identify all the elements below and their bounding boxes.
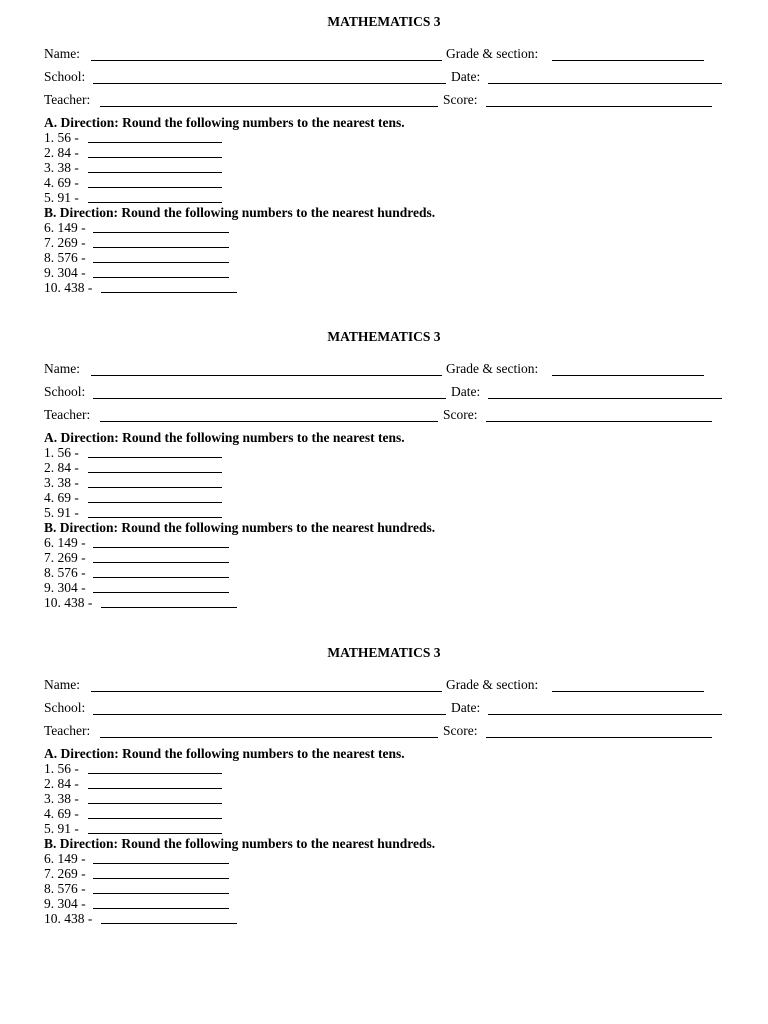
- tens-item[interactable]: [44, 761, 222, 776]
- tens-item[interactable]: [44, 445, 222, 460]
- grade-section-field[interactable]: [446, 677, 704, 693]
- date-field[interactable]: [451, 69, 722, 85]
- worksheet-copy-3: [44, 645, 724, 945]
- tens-item[interactable]: [44, 475, 222, 490]
- worksheet-copy-1: [44, 14, 724, 314]
- direction-a: A. Direction: Round the following numbers to the nearest tens.: [44, 746, 405, 761]
- school-blank[interactable]: [93, 83, 446, 84]
- tens-item[interactable]: [44, 505, 222, 520]
- score-field[interactable]: [443, 723, 712, 739]
- date-field[interactable]: [451, 384, 722, 400]
- item-label: 5. 91 -: [44, 821, 79, 836]
- hundreds-item[interactable]: [44, 265, 229, 280]
- item-label: 10. 438 -: [44, 911, 93, 926]
- teacher-label: Teacher:: [44, 92, 91, 107]
- hundreds-item[interactable]: [44, 851, 229, 866]
- answer-blank[interactable]: [101, 607, 237, 608]
- school-blank[interactable]: [93, 398, 446, 399]
- hundreds-item[interactable]: [44, 580, 229, 595]
- hundreds-item[interactable]: [44, 881, 229, 896]
- answer-blank[interactable]: [88, 517, 222, 518]
- item-label: 8. 576 -: [44, 881, 86, 896]
- name-blank[interactable]: [91, 691, 442, 692]
- worksheet-title: MATHEMATICS 3: [327, 14, 441, 29]
- answer-blank[interactable]: [88, 487, 222, 488]
- teacher-field[interactable]: [44, 92, 438, 108]
- item-label: 10. 438 -: [44, 595, 93, 610]
- school-label: School:: [44, 700, 86, 715]
- item-label: 8. 576 -: [44, 250, 86, 265]
- answer-blank[interactable]: [88, 502, 222, 503]
- score-label: Score:: [443, 723, 478, 738]
- teacher-label: Teacher:: [44, 723, 91, 738]
- school-date-row: [44, 700, 724, 718]
- item-label: 8. 576 -: [44, 565, 86, 580]
- name-blank[interactable]: [91, 60, 442, 61]
- tens-item[interactable]: [44, 175, 222, 190]
- grade-section-field[interactable]: [446, 46, 704, 62]
- date-label: Date:: [451, 700, 481, 715]
- worksheet-copy-2: [44, 329, 724, 629]
- hundreds-item[interactable]: [44, 911, 237, 926]
- school-field[interactable]: [44, 384, 446, 400]
- name-grade-row: [44, 677, 724, 695]
- name-label: Name:: [44, 361, 80, 376]
- item-label: 6. 149 -: [44, 851, 86, 866]
- answer-blank[interactable]: [88, 202, 222, 203]
- item-label: 7. 269 -: [44, 235, 86, 250]
- teacher-blank[interactable]: [100, 421, 438, 422]
- hundreds-item[interactable]: [44, 896, 229, 911]
- item-label: 7. 269 -: [44, 866, 86, 881]
- name-label: Name:: [44, 677, 80, 692]
- item-label: 4. 69 -: [44, 490, 79, 505]
- hundreds-item[interactable]: [44, 535, 229, 550]
- direction-b: B. Direction: Round the following numbers to the nearest hundreds.: [44, 520, 436, 535]
- name-grade-row: [44, 46, 724, 64]
- name-blank[interactable]: [91, 375, 442, 376]
- teacher-field[interactable]: [44, 723, 438, 739]
- item-label: 1. 56 -: [44, 761, 79, 776]
- teacher-score-row: [44, 92, 724, 110]
- hundreds-item[interactable]: [44, 866, 229, 881]
- hundreds-item[interactable]: [44, 220, 229, 235]
- answer-blank[interactable]: [93, 262, 229, 263]
- item-label: 7. 269 -: [44, 550, 86, 565]
- item-label: 1. 56 -: [44, 445, 79, 460]
- school-label: School:: [44, 384, 86, 399]
- worksheet-title: MATHEMATICS 3: [327, 329, 441, 344]
- answer-blank[interactable]: [88, 457, 222, 458]
- teacher-blank[interactable]: [100, 106, 438, 107]
- score-blank[interactable]: [486, 421, 712, 422]
- tens-item[interactable]: [44, 791, 222, 806]
- school-date-row: [44, 384, 724, 402]
- answer-blank[interactable]: [93, 908, 229, 909]
- tens-item[interactable]: [44, 776, 222, 791]
- answer-blank[interactable]: [93, 863, 229, 864]
- teacher-blank[interactable]: [100, 737, 438, 738]
- item-label: 2. 84 -: [44, 776, 79, 791]
- school-date-row: [44, 69, 724, 87]
- item-label: 3. 38 -: [44, 791, 79, 806]
- hundreds-item[interactable]: [44, 235, 229, 250]
- grade-section-blank[interactable]: [552, 691, 704, 692]
- tens-item[interactable]: [44, 490, 222, 505]
- answer-blank[interactable]: [93, 562, 229, 563]
- item-label: 3. 38 -: [44, 160, 79, 175]
- item-label: 4. 69 -: [44, 806, 79, 821]
- answer-blank[interactable]: [88, 833, 222, 834]
- school-field[interactable]: [44, 69, 446, 85]
- name-field[interactable]: [44, 361, 442, 377]
- hundreds-item[interactable]: [44, 595, 237, 610]
- answer-blank[interactable]: [88, 187, 222, 188]
- hundreds-item[interactable]: [44, 250, 229, 265]
- date-label: Date:: [451, 384, 481, 399]
- direction-b: B. Direction: Round the following numbers to the nearest hundreds.: [44, 205, 436, 220]
- score-field[interactable]: [443, 92, 712, 108]
- score-blank[interactable]: [486, 106, 712, 107]
- date-blank[interactable]: [488, 398, 722, 399]
- answer-blank[interactable]: [101, 292, 237, 293]
- answer-blank[interactable]: [101, 923, 237, 924]
- score-field[interactable]: [443, 407, 712, 423]
- hundreds-item[interactable]: [44, 550, 229, 565]
- name-label: Name:: [44, 46, 80, 61]
- date-label: Date:: [451, 69, 481, 84]
- tens-item[interactable]: [44, 460, 222, 475]
- item-label: 3. 38 -: [44, 475, 79, 490]
- tens-item[interactable]: [44, 160, 222, 175]
- grade-section-blank[interactable]: [552, 60, 704, 61]
- school-blank[interactable]: [93, 714, 446, 715]
- grade-section-field[interactable]: [446, 361, 704, 377]
- direction-a: A. Direction: Round the following numbers to the nearest tens.: [44, 115, 405, 130]
- item-label: 9. 304 -: [44, 896, 86, 911]
- name-field[interactable]: [44, 46, 442, 62]
- school-label: School:: [44, 69, 86, 84]
- tens-item[interactable]: [44, 130, 222, 145]
- direction-a: A. Direction: Round the following numbers to the nearest tens.: [44, 430, 405, 445]
- answer-blank[interactable]: [93, 893, 229, 894]
- answer-blank[interactable]: [88, 472, 222, 473]
- score-label: Score:: [443, 407, 478, 422]
- grade-section-label: Grade & section:: [446, 361, 539, 376]
- answer-blank[interactable]: [93, 878, 229, 879]
- answer-blank[interactable]: [88, 172, 222, 173]
- grade-section-label: Grade & section:: [446, 677, 539, 692]
- worksheet-title: MATHEMATICS 3: [327, 645, 441, 660]
- grade-section-blank[interactable]: [552, 375, 704, 376]
- item-label: 6. 149 -: [44, 535, 86, 550]
- date-field[interactable]: [451, 700, 722, 716]
- grade-section-label: Grade & section:: [446, 46, 539, 61]
- answer-blank[interactable]: [88, 157, 222, 158]
- item-label: 2. 84 -: [44, 145, 79, 160]
- answer-blank[interactable]: [93, 277, 229, 278]
- item-label: 5. 91 -: [44, 505, 79, 520]
- teacher-score-row: [44, 407, 724, 425]
- answer-blank[interactable]: [93, 592, 229, 593]
- item-label: 1. 56 -: [44, 130, 79, 145]
- answer-blank[interactable]: [88, 818, 222, 819]
- tens-item[interactable]: [44, 190, 222, 205]
- item-label: 6. 149 -: [44, 220, 86, 235]
- score-blank[interactable]: [486, 737, 712, 738]
- name-grade-row: [44, 361, 724, 379]
- answer-blank[interactable]: [88, 142, 222, 143]
- item-label: 2. 84 -: [44, 460, 79, 475]
- answer-blank[interactable]: [88, 788, 222, 789]
- hundreds-item[interactable]: [44, 565, 229, 580]
- item-label: 5. 91 -: [44, 190, 79, 205]
- item-label: 4. 69 -: [44, 175, 79, 190]
- teacher-score-row: [44, 723, 724, 741]
- tens-item[interactable]: [44, 821, 222, 836]
- answer-blank[interactable]: [88, 773, 222, 774]
- teacher-field[interactable]: [44, 407, 438, 423]
- item-label: 9. 304 -: [44, 580, 86, 595]
- date-blank[interactable]: [488, 714, 722, 715]
- school-field[interactable]: [44, 700, 446, 716]
- direction-b: B. Direction: Round the following numbers to the nearest hundreds.: [44, 836, 436, 851]
- answer-blank[interactable]: [93, 247, 229, 248]
- tens-item[interactable]: [44, 145, 222, 160]
- score-label: Score:: [443, 92, 478, 107]
- teacher-label: Teacher:: [44, 407, 91, 422]
- answer-blank[interactable]: [93, 577, 229, 578]
- hundreds-item[interactable]: [44, 280, 237, 295]
- name-field[interactable]: [44, 677, 442, 693]
- item-label: 10. 438 -: [44, 280, 93, 295]
- answer-blank[interactable]: [88, 803, 222, 804]
- tens-item[interactable]: [44, 806, 222, 821]
- date-blank[interactable]: [488, 83, 722, 84]
- answer-blank[interactable]: [93, 547, 229, 548]
- item-label: 9. 304 -: [44, 265, 86, 280]
- answer-blank[interactable]: [93, 232, 229, 233]
